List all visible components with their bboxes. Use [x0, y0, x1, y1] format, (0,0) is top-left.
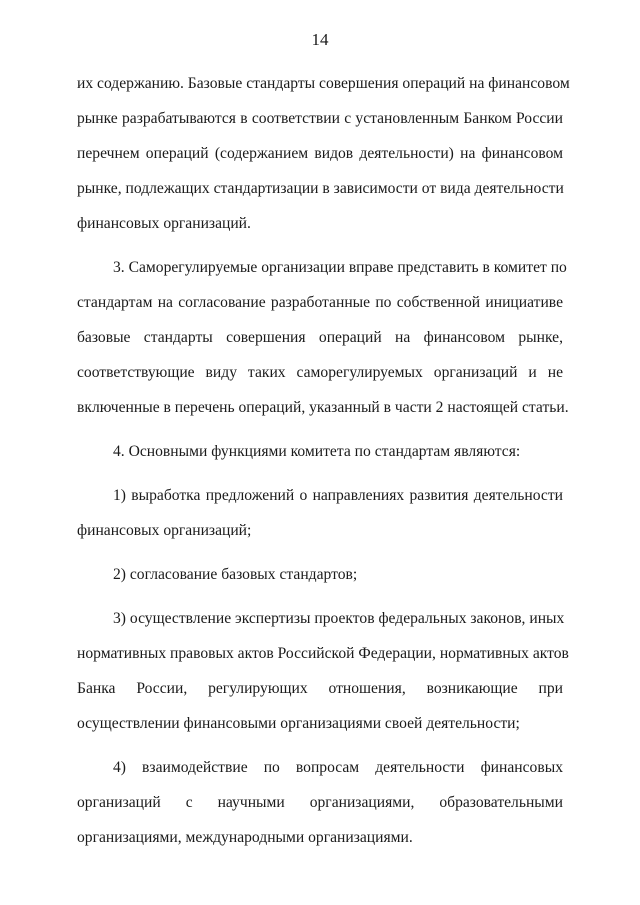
text-line: 1) выработка предложений о направлениях развития деятельности — [113, 487, 563, 504]
paragraph-item-3 — [77, 250, 569, 425]
text-line: Банка России, регулирующих отношения, возникающие при — [77, 680, 563, 697]
paragraph — [77, 66, 570, 241]
text-line: осуществлении финансовыми организациями своей деятельности; — [77, 715, 520, 732]
text-line: 2) согласование базовых стандартов; — [113, 566, 358, 583]
text-line: организаций с научными организациями, образовательными — [77, 794, 563, 811]
text-line: перечнем операций (содержанием видов деятельности) на финансовом — [77, 145, 563, 162]
page-number: 14 — [311, 30, 329, 49]
text-line: 3. Саморегулируемые организации вправе представить в комитет по — [113, 259, 567, 276]
list-item-4 — [77, 750, 563, 855]
text-line: стандартам на согласование разработанные по собственной инициативе — [77, 294, 563, 311]
text-line: нормативных правовых актов Российской Федерации, нормативных актов — [77, 645, 569, 662]
paragraph-item-4 — [77, 434, 563, 469]
text-line: организациями, международными организациями. — [77, 829, 413, 846]
text-line: 4. Основными функциями комитета по стандартам являются: — [113, 443, 521, 460]
text-line: 3) осуществление экспертизы проектов федеральных законов, иных — [113, 610, 565, 627]
list-item-2 — [77, 557, 563, 592]
list-item-3 — [77, 601, 569, 741]
text-line: их содержанию. Базовые стандарты совершения операций на финансовом — [77, 75, 570, 92]
text-line: включенные в перечень операций, указанный в части 2 настоящей статьи. — [77, 399, 569, 416]
text-line: рынке разрабатываются в соответствии с установленным Банком России — [77, 110, 563, 127]
text-line: финансовых организаций; — [77, 522, 252, 539]
text-line: рынке, подлежащих стандартизации в зависимости от вида деятельности — [77, 180, 564, 197]
document-body — [77, 66, 570, 855]
text-line: соответствующие виду таких саморегулируемых организаций и не — [77, 364, 563, 381]
text-line: финансовых организаций. — [77, 215, 251, 232]
text-line: базовые стандарты совершения операций на финансовом рынке, — [77, 329, 563, 346]
text-line: 4) взаимодействие по вопросам деятельности финансовых — [113, 759, 563, 776]
list-item-1 — [77, 478, 563, 548]
